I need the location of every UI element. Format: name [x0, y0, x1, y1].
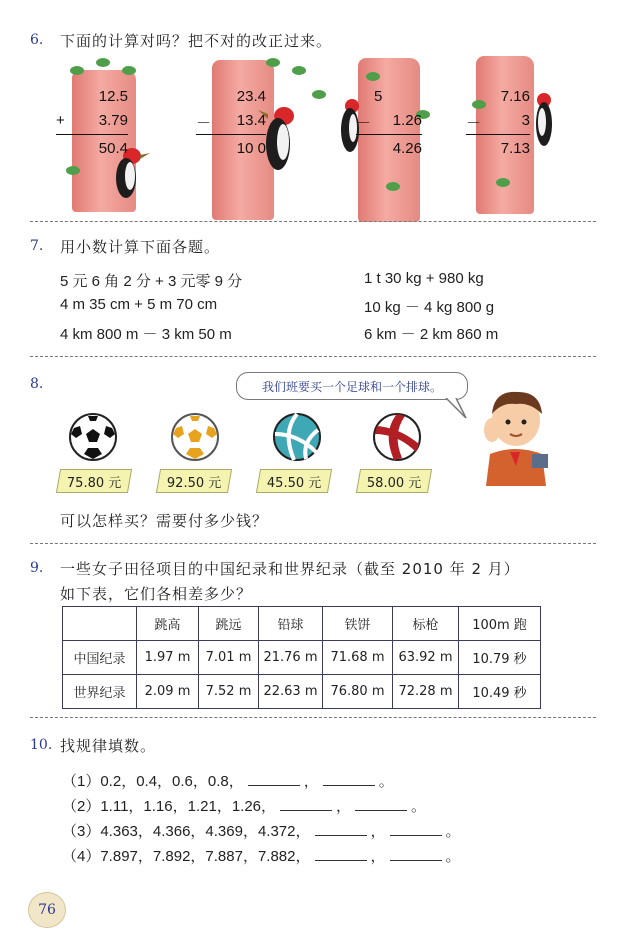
answer-blank[interactable] [315, 824, 367, 836]
calc-bar [466, 134, 530, 135]
sequence-values: 1.11，1.16，1.21，1.26， [100, 798, 277, 815]
q9-number: 9. [30, 560, 44, 576]
calc-operand-a: 23.4 [236, 88, 266, 105]
price-tag-2 [156, 469, 232, 493]
section-divider [30, 356, 596, 357]
records-table [62, 606, 541, 709]
answer-blank[interactable] [315, 849, 367, 861]
calc-operand-a: 5 [374, 88, 383, 105]
price-tag-4 [356, 469, 432, 493]
calc-result: 4.26 [392, 140, 422, 157]
table-row [63, 641, 541, 675]
woodpecker-icon [532, 90, 558, 152]
period: 。 [445, 848, 461, 865]
row-label: 中国纪录 [63, 641, 137, 675]
q9-text-line1: 一些女子田径项目的中国纪录和世界纪录（截至 2010 年 2 月） [60, 560, 520, 578]
calc-2 [196, 88, 266, 160]
price-tag-3 [256, 469, 332, 493]
period: 。 [445, 823, 461, 840]
table-header: 标枪 [393, 607, 459, 641]
calc-bar [196, 134, 266, 135]
calc-operator: － [196, 115, 212, 132]
comma: ， [303, 773, 319, 790]
boy-icon [470, 382, 560, 492]
q8-question: 可以怎样买？需要付多少钱？ [60, 512, 269, 530]
leaf-icon [496, 178, 510, 187]
sequence-label: （2） [62, 798, 101, 815]
calc-result: 7.13 [500, 140, 530, 157]
calc-4 [466, 88, 530, 160]
q7-item-6: 6 km － 2 km 860 m [364, 326, 499, 343]
sequence-label: （4） [62, 848, 101, 865]
speech-bubble [236, 372, 468, 400]
table-header: 跳远 [199, 607, 259, 641]
table-row [63, 675, 541, 709]
table-cell: 10.49 秒 [459, 675, 541, 709]
table-cell: 10.79 秒 [459, 641, 541, 675]
q9-text-line2: 如下表，它们各相差多少？ [60, 585, 253, 603]
sequence-values: 4.363，4.366，4.369，4.372， [100, 823, 311, 840]
q7-item-1: 5 元 6 角 2 分 + 3 元零 9 分 [60, 273, 243, 290]
calc-operand-a: 12.5 [98, 88, 128, 105]
table-header: 铅球 [259, 607, 323, 641]
volleyball-icon [372, 412, 422, 462]
answer-blank[interactable] [280, 799, 332, 811]
calc-operand-b: 1.26 [392, 112, 422, 129]
sequence-item-1 [62, 770, 394, 791]
q6-number: 6. [30, 32, 44, 48]
calc-operand-a: 7.16 [500, 88, 530, 105]
leaf-icon [70, 66, 84, 75]
table-cell: 21.76 m [259, 641, 323, 675]
table-corner-cell [63, 607, 137, 641]
answer-blank[interactable] [355, 799, 407, 811]
comma: ， [370, 823, 386, 840]
leaf-icon [266, 58, 280, 67]
table-header-row [63, 607, 541, 641]
answer-blank[interactable] [248, 774, 300, 786]
q7-number: 7. [30, 238, 44, 254]
calc-operator: － [466, 115, 482, 132]
table-header: 铁饼 [323, 607, 393, 641]
q7-item-3: 4 m 35 cm + 5 m 70 cm [60, 296, 218, 313]
sequence-label: （3） [62, 823, 101, 840]
sequence-item-2 [62, 795, 426, 816]
sequence-values: 0.2，0.4，0.6，0.8， [100, 773, 244, 790]
table-header: 100m 跑 [459, 607, 541, 641]
table-cell: 72.28 m [393, 675, 459, 709]
soccer-ball-icon [68, 412, 118, 462]
section-divider [30, 717, 596, 718]
table-cell: 1.97 m [137, 641, 199, 675]
q6-instruction: 下面的计算对吗？把不对的改正过来。 [60, 32, 333, 50]
q8-number: 8. [30, 376, 44, 392]
calc-3 [356, 88, 422, 160]
soccer-ball-icon [170, 412, 220, 462]
table-header: 跳高 [137, 607, 199, 641]
leaf-icon [96, 58, 110, 67]
price-text: 58.00 元 [366, 475, 422, 491]
leaf-icon [386, 182, 400, 191]
section-divider [30, 543, 596, 544]
sequence-item-4 [62, 845, 461, 866]
q10-instruction: 找规律填数。 [60, 737, 157, 755]
sequence-label: （1） [62, 773, 101, 790]
table-cell: 2.09 m [137, 675, 199, 709]
answer-blank[interactable] [390, 824, 442, 836]
q7-instruction: 用小数计算下面各题。 [60, 238, 221, 256]
section-divider [30, 221, 596, 222]
calc-bar [356, 134, 422, 135]
table-cell: 76.80 m [323, 675, 393, 709]
calc-operand-b: 3 [521, 112, 530, 129]
period: 。 [378, 773, 394, 790]
table-cell: 71.68 m [323, 641, 393, 675]
calc-result: 50.4 [98, 140, 128, 157]
calc-operator: + [56, 112, 65, 129]
answer-blank[interactable] [390, 849, 442, 861]
leaf-icon [66, 166, 80, 175]
q10-number: 10. [30, 737, 53, 753]
page-number-badge [28, 892, 66, 928]
leaf-icon [366, 72, 380, 81]
calc-operand-b: 3.79 [98, 112, 128, 129]
table-cell: 63.92 m [393, 641, 459, 675]
table-cell: 22.63 m [259, 675, 323, 709]
table-cell: 7.01 m [199, 641, 259, 675]
calc-1 [56, 88, 128, 160]
table-cell: 7.52 m [199, 675, 259, 709]
q7-item-2: 1 t 30 kg + 980 kg [364, 270, 484, 287]
leaf-icon [292, 66, 306, 75]
calc-result: 10 0 [236, 140, 266, 157]
leaf-icon [312, 90, 326, 99]
calc-bar [56, 134, 128, 135]
sequence-item-3 [62, 820, 461, 841]
period: 。 [411, 798, 427, 815]
q7-item-4: 10 kg － 4 kg 800 g [364, 299, 495, 316]
answer-blank[interactable] [323, 774, 375, 786]
price-text: 45.50 元 [266, 475, 322, 491]
comma: ， [370, 848, 386, 865]
speech-text: 我们班要买一个足球和一个排球。 [261, 379, 442, 394]
price-text: 75.80 元 [66, 475, 122, 491]
row-label: 世界纪录 [63, 675, 137, 709]
price-text: 92.50 元 [166, 475, 222, 491]
comma: ， [336, 798, 352, 815]
leaf-icon [122, 66, 136, 75]
price-tag-1 [56, 469, 132, 493]
q7-item-5: 4 km 800 m － 3 km 50 m [60, 326, 232, 343]
sequence-values: 7.897，7.892，7.887，7.882， [100, 848, 311, 865]
volleyball-icon [272, 412, 322, 462]
calc-operator: － [356, 115, 372, 132]
page-number: 76 [38, 902, 56, 918]
calc-operand-b: 13.4 [236, 112, 266, 129]
